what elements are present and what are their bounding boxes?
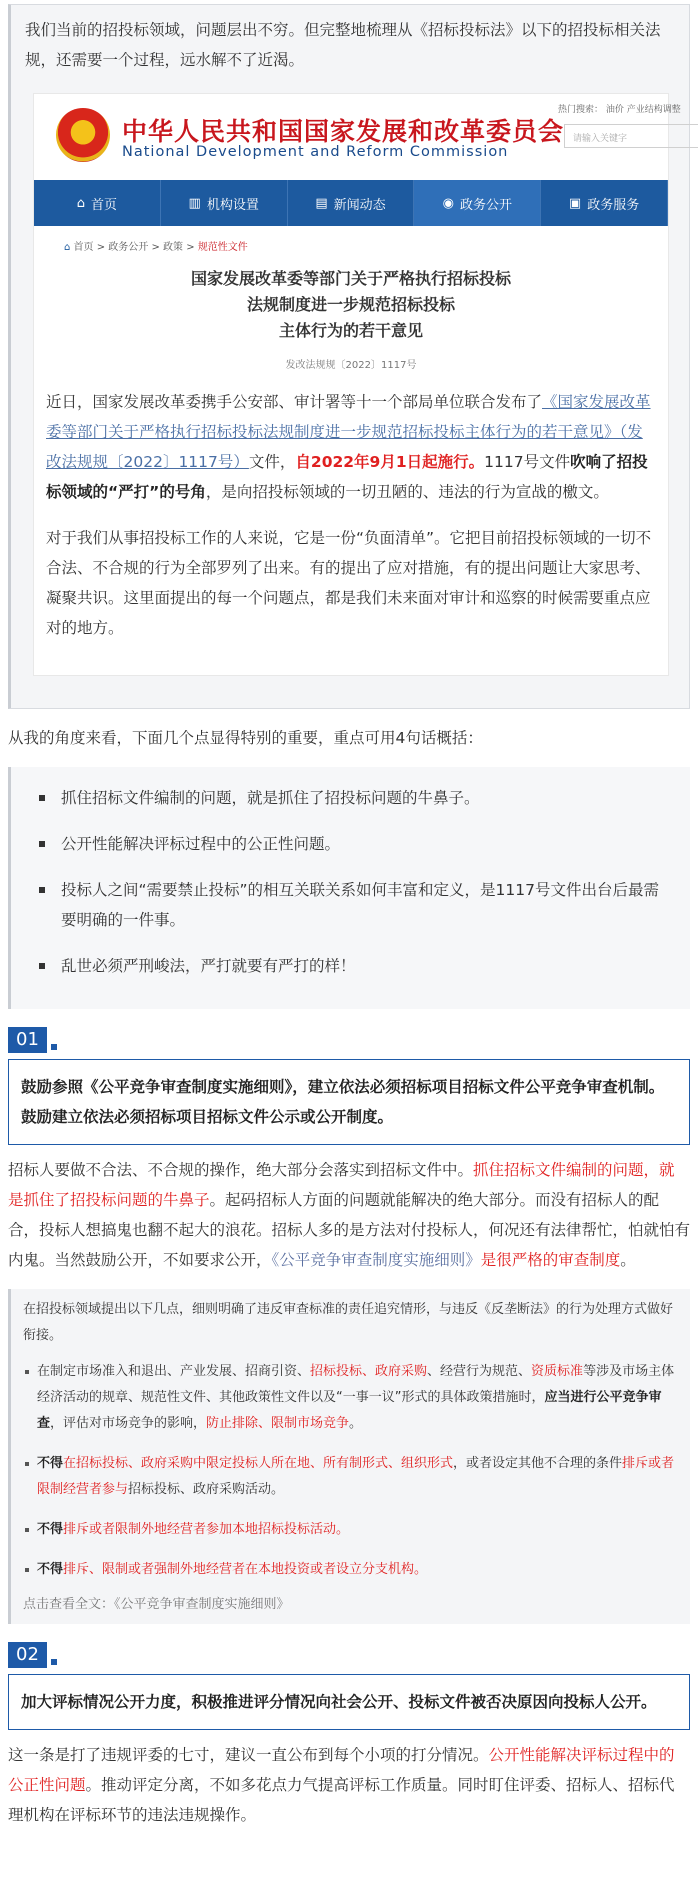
red-span: 排斥、限制或者强制外地经营者在本地投资或者设立分支机构。: [63, 1562, 428, 1577]
national-emblem-icon: [56, 108, 110, 162]
top-quote: [8, 4, 690, 709]
read-more-link[interactable]: 《公平竞争审查制度实施细则》: [114, 1597, 290, 1612]
article-paragraph-1: [46, 387, 656, 507]
nav-item-home[interactable]: [34, 180, 161, 226]
article-title-line: 主体行为的若干意见: [278, 321, 423, 340]
red-span: 在招标投标、政府采购中限定投标人所在地、所有制形式、组织形式: [63, 1456, 454, 1471]
text-span: 。: [349, 1416, 363, 1431]
article-title-line: 国家发展改革委等部门关于严格执行招标投标: [190, 269, 511, 288]
list-item: [23, 1359, 680, 1437]
section-marker: [51, 1044, 57, 1050]
ndrc-title-cn: 中华人民共和国国家发展和改革委员会: [122, 117, 565, 146]
ndrc-body: [34, 381, 668, 675]
text-span: 等涉及市场主体经济活动的规章、规范性文件、其他政策性文件以及“一事一议”形式的具体政策措施时，: [37, 1364, 675, 1405]
section-number-1: [8, 1027, 57, 1053]
bold-span: 不得: [37, 1562, 64, 1577]
red-span: 排斥或者限制经营者参与: [37, 1456, 675, 1497]
section-2-text: [0, 1730, 698, 1830]
globe-icon: ◉: [442, 195, 454, 211]
list-item: [23, 1451, 680, 1503]
text-span: 。起码招标人方面的问题就能解决的绝大部分。而没有招标人的配合，投标人想搞鬼也翻不起大的浪花。招标人多的是方法对付投标人，何况还有法律帮忙，怕就怕有内鬼。当然鼓励公开，不如要求公开，: [8, 1191, 691, 1269]
section-number-label: 01: [8, 1027, 47, 1053]
ndrc-header: [34, 94, 681, 174]
text-span: ，评估对市场竞争的影响，: [50, 1416, 207, 1431]
nav-item-label: 政务服务: [587, 197, 640, 213]
text-span: 、经营行为规范、: [427, 1364, 532, 1379]
red-span: 公开性能解决评标过程中的公正性问题: [8, 1746, 675, 1794]
rules-intro: 在招投标领域提出以下几点，细则明确了违反审查标准的责任追究情形，与违反《反垄断法》的行为处理方式做好衔接。: [23, 1302, 674, 1343]
nav-item-label: 机构设置: [206, 197, 259, 213]
text-span: 文件，: [248, 453, 296, 471]
list-item: 抓住招标文件编制的问题，就是抓住了招投标问题的牛鼻子。: [35, 783, 674, 813]
nav-item-label: 首页: [91, 197, 118, 213]
home-icon: ⌂: [64, 242, 74, 253]
bold-span: 吹响了招投标领域的“严打”的号角: [46, 453, 648, 501]
red-span: 是很严格的审查制度: [480, 1251, 621, 1269]
red-span: 抓住招标文件编制的问题，就是抓住了招投标问题的牛鼻子: [8, 1161, 675, 1209]
nav-item-service[interactable]: [541, 180, 668, 226]
bold-span: 应当进行公平竞争审查: [37, 1390, 662, 1431]
read-more: [23, 1593, 680, 1612]
nav-item-label: 政务公开: [459, 197, 512, 213]
key-points: [8, 767, 690, 1009]
text-span: 在制定市场准入和退出、产业发展、招商引资、: [37, 1364, 311, 1379]
list-item: [23, 1517, 680, 1543]
hot-search: 热门搜索： 油价 产业结构调整: [558, 105, 681, 115]
text-span: ，是向招投标领域的一切丑陋的、违法的行为宣战的檄文。: [205, 483, 609, 501]
intro-text: 从我的角度来看，下面几个点显得特别的重要，重点可用4句话概括：: [8, 729, 483, 747]
breadcrumb-sep: >: [148, 242, 164, 253]
breadcrumb-sep: >: [93, 242, 109, 253]
text-span: 这一条是打了违规评委的七寸，建议一直公布到每个小项的打分情况。: [8, 1746, 489, 1764]
list-item: 乱世必须严刑峻法，严打就要有严打的样！: [35, 951, 674, 981]
section-number-2: [8, 1642, 57, 1668]
list-item: 公开性能解决评标过程中的公正性问题。: [35, 829, 674, 859]
breadcrumb-current[interactable]: 规范性文件: [197, 242, 248, 253]
top-quote-text: 我们当前的招投标领域，问题层出不穷。但完整地梳理从《招标投标法》以下的招投标相关法规，还需要一个过程，远水解不了近渴。: [25, 21, 661, 69]
document-icon: ▤: [315, 195, 328, 211]
text-span: 。: [620, 1251, 636, 1269]
text-span: ，或者设定其他不合理的条件: [453, 1456, 623, 1471]
text-span: 1117号文件: [484, 453, 571, 471]
breadcrumb-sep: >: [183, 242, 198, 253]
nav-item-gov[interactable]: [414, 180, 541, 226]
search-input[interactable]: 请输入关键字: [564, 124, 698, 148]
section-marker: [51, 1659, 57, 1665]
rules-list: [23, 1359, 680, 1583]
red-span: 资质标准: [531, 1364, 584, 1379]
section-number-label: 02: [8, 1642, 47, 1668]
bold-span: 不得: [37, 1522, 64, 1537]
bold-span: 不得: [37, 1456, 64, 1471]
article-title-line: 法规制度进一步规范招标投标: [246, 295, 455, 314]
home-icon: ⌂: [76, 195, 86, 211]
red-span: 防止排除、限制市场竞争: [206, 1416, 350, 1431]
section-2-box: 加大评标情况公开力度，积极推进评分情况向社会公开、投标文件被否决原因向投标人公开。: [8, 1674, 690, 1730]
list-item: 投标人之间“需要禁止投标”的相互关联关系如何丰富和定义，是1117号文件出台后最需要明确的一件事。: [35, 875, 674, 935]
nav-item-label: 新闻动态: [333, 197, 386, 213]
red-span: 招标投标、政府采购: [310, 1364, 428, 1379]
breadcrumb: [34, 226, 668, 260]
list-item: [23, 1557, 680, 1583]
ndrc-screenshot: [33, 93, 681, 676]
text-span: 招标投标、政府采购活动。: [128, 1482, 285, 1497]
article-paragraph-2: 对于我们从事招投标工作的人来说，它是一份“负面清单”。它把目前招投标领域的一切不合法、不合规的行为全部罗列了出来。有的提出了应对措施，有的提出问题让大家思考、凝聚共识。这里面提出的每一个问题点，都是我们未来面对审计和巡察的时候需要重点应对的地方。: [46, 529, 652, 637]
rules-link[interactable]: 《公平竞争审查制度实施细则》: [271, 1251, 481, 1269]
breadcrumb-home[interactable]: 首页: [73, 242, 94, 253]
article-title: [34, 266, 668, 344]
ndrc-nav: [34, 180, 668, 226]
ndrc-title-en: National Development and Reform Commission: [122, 144, 509, 160]
read-more-label: 点击查看全文：: [23, 1597, 115, 1612]
nav-item-org[interactable]: [161, 180, 288, 226]
red-span: 排斥或者限制外地经营者参加本地招标投标活动。: [63, 1522, 350, 1537]
section-1-box: 鼓励参照《公平竞争审查制度实施细则》，建立依法必须招标项目招标文件公平竞争审查机制。鼓励建立依法必须招标项目招标文件公示或公开制度。: [8, 1059, 690, 1145]
breadcrumb-p1[interactable]: 政务公开: [108, 242, 149, 253]
effective-date: 自2022年9月1日起施行。: [295, 453, 485, 471]
text-span: 近日，国家发展改革委携手公安部、审计署等十一个部局单位联合发布了: [46, 393, 543, 411]
section-1-text: [0, 1145, 698, 1275]
text-span: 招标人要做不合法、不合规的操作，绝大部分会落实到招标文件中。: [8, 1161, 474, 1179]
breadcrumb-p2[interactable]: 政策: [163, 242, 184, 253]
document-link[interactable]: 《国家发展改革委等部门关于严格执行招标投标法规制度进一步规范招标投标主体行为的若干意见》（发改法规规〔2022〕1117号）: [46, 393, 651, 471]
text-span: 。推动评定分离，不如多花点力气提高评标工作质量。同时盯住评委、招标人、招标代理机构在评标环节的违法违规操作。: [8, 1776, 675, 1824]
nav-item-news[interactable]: [288, 180, 415, 226]
building-icon: ▥: [188, 195, 201, 211]
rules-quote: [8, 1289, 690, 1624]
article-number: 发改法规规〔2022〕1117号: [285, 360, 417, 371]
file-icon: ▣: [568, 195, 582, 211]
